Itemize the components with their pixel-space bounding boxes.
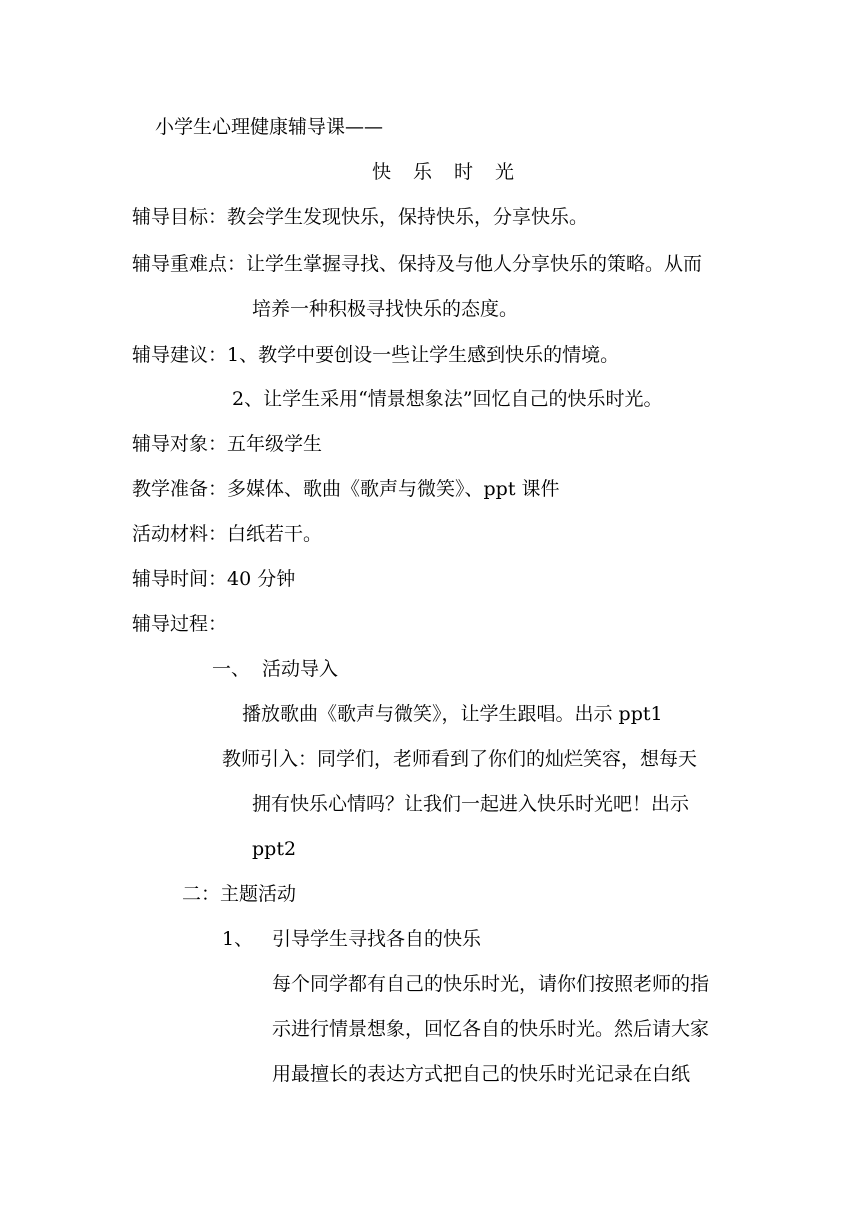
suggestion-line-2: 2、让学生采用“情景想象法”回忆自己的快乐时光。 xyxy=(232,388,663,410)
key-points-line-2: 培养一种积极寻找快乐的态度。 xyxy=(252,298,519,320)
section1-paragraph-2-line-2: 拥有快乐心情吗？让我们一起进入快乐时光吧！出示 xyxy=(252,793,690,815)
section1-paragraph-2-line-1: 教师引入：同学们，老师看到了你们的灿烂笑容，想每天 xyxy=(222,748,698,770)
course-heading: 小学生心理健康辅导课—— xyxy=(155,116,384,138)
process-label: 辅导过程： xyxy=(132,613,228,635)
page-title: 快乐时光 xyxy=(372,161,537,183)
item1-paragraph-line-2: 示进行情景想象，回忆各自的快乐时光。然后请大家 xyxy=(272,1018,710,1040)
materials-line: 活动材料：白纸若干。 xyxy=(132,523,323,545)
item1-paragraph-line-1: 每个同学都有自己的快乐时光，请你们按照老师的指 xyxy=(272,973,710,995)
section1-paragraph-1: 播放歌曲《歌声与微笑》，让学生跟唱。出示 ppt1 xyxy=(242,703,663,725)
section1-number: 一、 xyxy=(212,658,251,680)
item1-title: 引导学生寻找各自的快乐 xyxy=(272,928,482,950)
item1-paragraph-line-3: 用最擅长的表达方式把自己的快乐时光记录在白纸 xyxy=(272,1063,691,1085)
key-points-line-1: 辅导重难点：让学生掌握寻找、保持及与他人分享快乐的策略。从而 xyxy=(132,253,703,275)
duration-line: 辅导时间：40 分钟 xyxy=(132,568,296,590)
item1-number: 1、 xyxy=(222,928,254,950)
goal-line: 辅导目标：教会学生发现快乐，保持快乐，分享快乐。 xyxy=(132,206,589,228)
section1-title: 活动导入 xyxy=(262,658,339,680)
target-line: 辅导对象：五年级学生 xyxy=(132,433,323,455)
section2-title: 二：主题活动 xyxy=(182,883,297,905)
section1-paragraph-2-line-3: ppt2 xyxy=(252,838,297,860)
preparation-line: 教学准备：多媒体、歌曲《歌声与微笑》、ppt 课件 xyxy=(132,478,560,500)
suggestion-line-1: 辅导建议：1、教学中要创设一些让学生感到快乐的情境。 xyxy=(132,344,620,366)
